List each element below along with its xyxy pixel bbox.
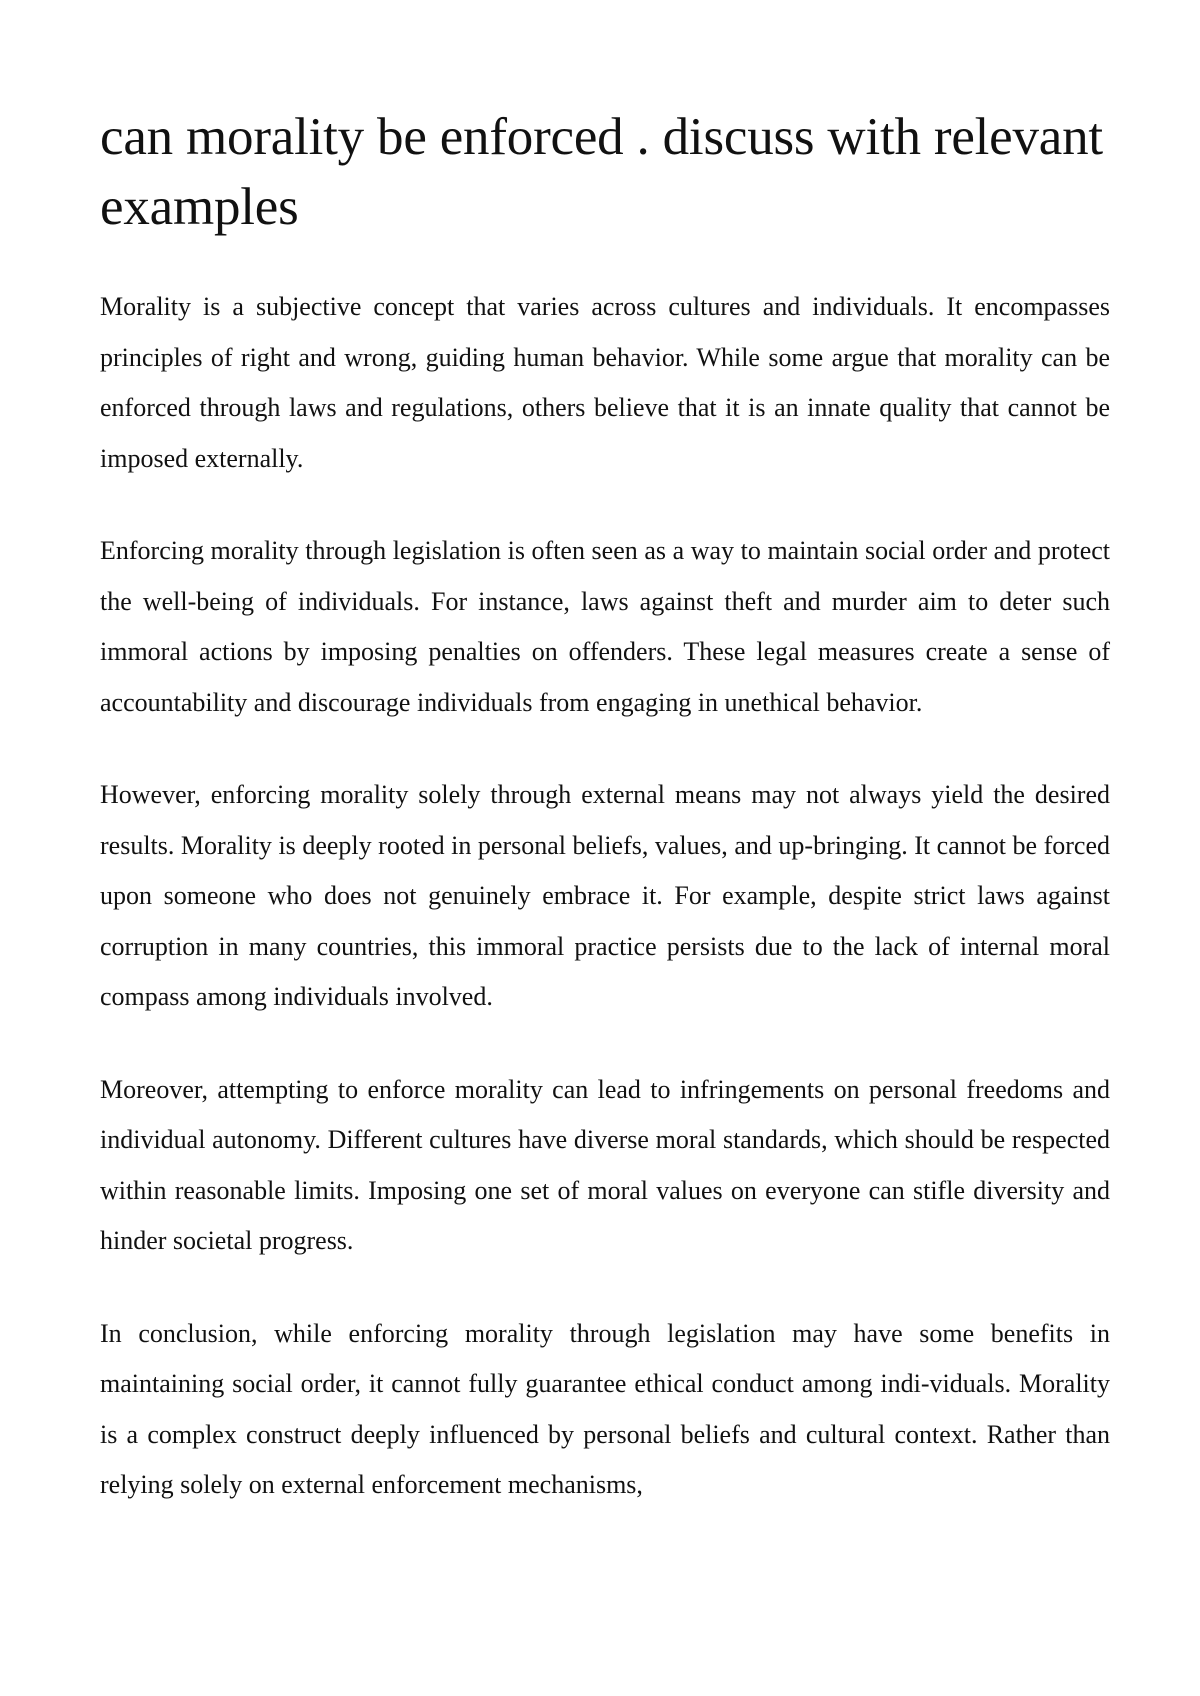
- document-body: [100, 102, 1110, 1553]
- paragraph-legislation: Enforcing morality through legislation is often seen as a way to maintain social order and protect the well-being of individuals. For instance, laws against theft and murder aim to deter such immoral actions by imposing penalties on offenders. These legal measures create a sense of accountability and discourage individuals from engaging in unethical behavior.: [100, 536, 1110, 717]
- page-title: can morality be enforced . discuss with relevant examples: [100, 108, 1103, 236]
- paragraph-conclusion: In conclusion, while enforcing morality through legislation may have some benefits in maintaining social order, it cannot fully guarantee ethical conduct among indi-viduals. Morality is a complex construct deeply influenced by personal beliefs and cultural context. Rather than relying solely on external enforcement mechanisms,: [100, 1318, 1110, 1499]
- paragraph-limits: However, enforcing morality solely through external means may not always yield the desired results. Morality is deeply rooted in personal beliefs, values, and up-bringing. It cannot be forced upon someone who does not genuinely embrace it. For example, despite strict laws against corruption in many countries, this immoral practice persists due to the lack of internal moral compass among individuals involved.: [100, 780, 1110, 1011]
- paragraph-intro: Morality is a subjective concept that varies across cultures and individuals. It encompasses principles of right and wrong, guiding human behavior. While some argue that morality can be enforced through laws and regulations, others believe that it is an innate quality that cannot be imposed externally.: [100, 292, 1110, 473]
- paragraph-freedoms: Moreover, attempting to enforce morality can lead to infringements on personal freedoms and individual autonomy. Different cultures have diverse moral standards, which should be respected within reasonable limits. Imposing one set of moral values on everyone can stifle diversity and hinder societal progress.: [100, 1074, 1110, 1255]
